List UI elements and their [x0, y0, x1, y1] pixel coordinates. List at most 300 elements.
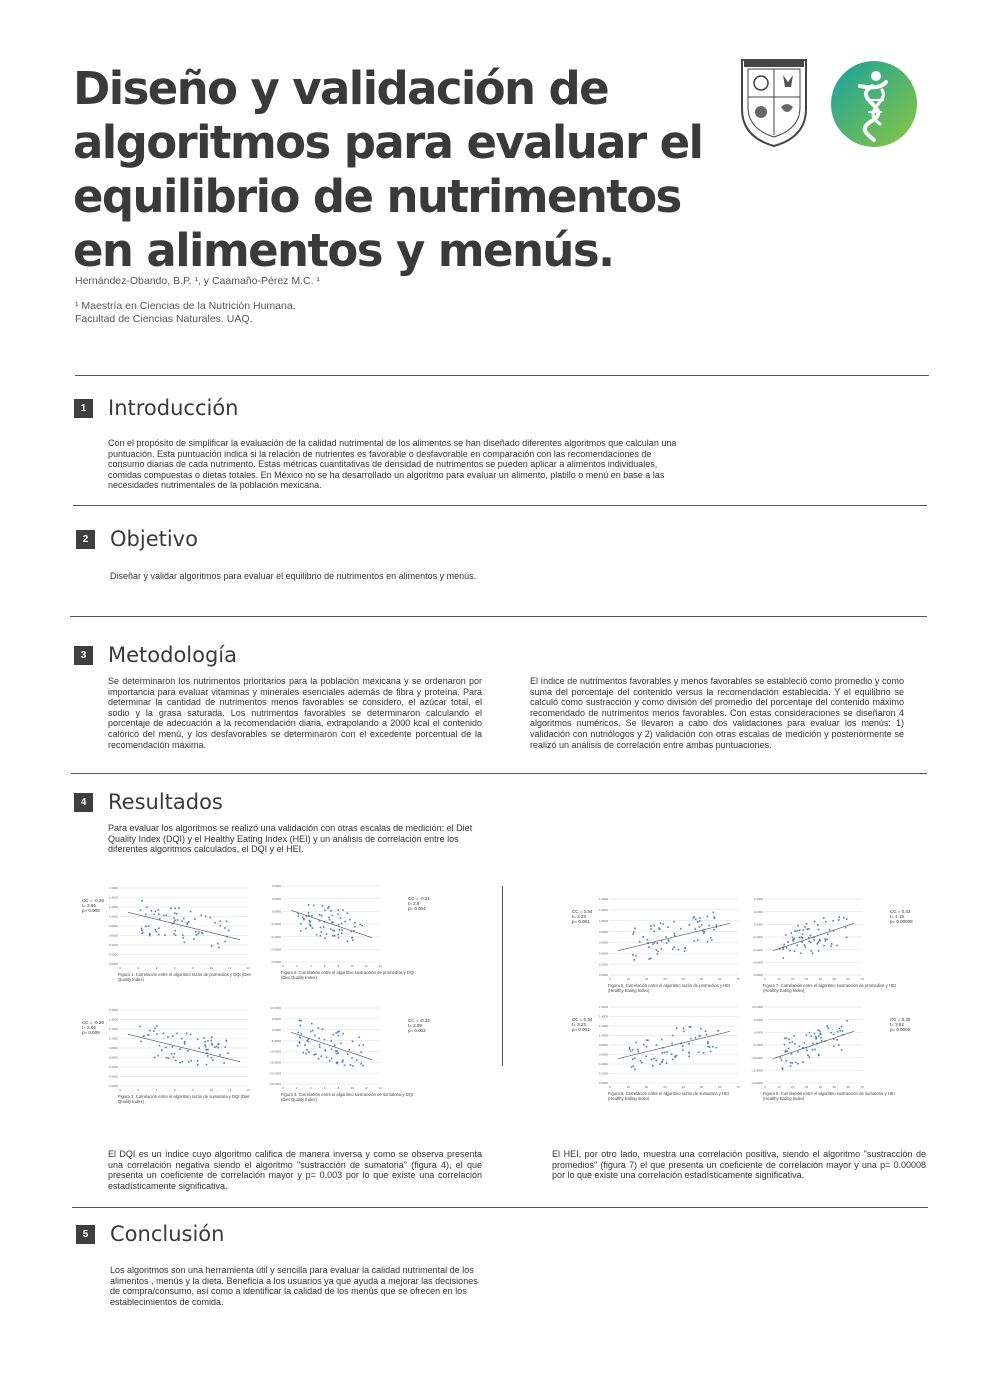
data-point	[632, 933, 634, 935]
data-point	[310, 1031, 312, 1033]
data-point	[842, 1030, 844, 1032]
data-point	[683, 1031, 685, 1033]
section-number: 4	[74, 793, 93, 812]
data-point	[784, 1038, 786, 1040]
data-point	[205, 1046, 207, 1048]
divider	[70, 616, 927, 617]
figure-caption: Figura 5. Correlación entre el algoritmo razón de promedios y HEI	[608, 983, 731, 988]
data-point	[211, 1057, 213, 1059]
data-point	[789, 950, 791, 952]
data-point	[709, 1046, 711, 1048]
data-point	[662, 1052, 664, 1054]
data-point	[712, 1046, 714, 1048]
x-tick-label: 60	[718, 977, 722, 981]
figure-caption: Figura 7. Correlación entre el algoritmo sustracción de promedios y HEI	[763, 983, 896, 988]
data-point	[342, 1033, 344, 1035]
data-point	[666, 1051, 668, 1053]
data-point	[802, 937, 804, 939]
data-point	[305, 928, 307, 930]
x-tick-label: 70	[860, 1085, 864, 1089]
data-point	[330, 910, 332, 912]
data-point	[633, 959, 635, 961]
data-point	[299, 1025, 301, 1027]
data-point	[226, 936, 228, 938]
data-point	[211, 1036, 213, 1038]
trend-line	[773, 1031, 854, 1058]
data-point	[814, 921, 816, 923]
data-point	[797, 1051, 799, 1053]
data-point	[164, 934, 166, 936]
data-point	[337, 934, 339, 936]
data-point	[671, 1053, 673, 1055]
data-point	[153, 1030, 155, 1032]
data-point	[350, 931, 352, 933]
figure-caption: (Healthy Eating Index)	[763, 988, 805, 993]
data-point	[140, 1041, 142, 1043]
data-point	[671, 1043, 673, 1045]
data-point	[141, 933, 143, 935]
data-point	[166, 1057, 168, 1059]
data-point	[662, 1047, 664, 1049]
y-tick-label: 1.2000	[598, 1024, 608, 1029]
data-point	[318, 1058, 320, 1060]
data-point	[194, 918, 196, 920]
data-point	[660, 922, 662, 924]
x-tick-label: 10	[626, 1085, 630, 1089]
data-point	[165, 915, 167, 917]
data-point	[309, 921, 311, 923]
data-point	[833, 930, 835, 932]
data-point	[633, 1065, 635, 1067]
data-point	[333, 930, 335, 932]
data-point	[331, 922, 333, 924]
y-tick-label: 1.4000	[108, 1017, 118, 1022]
data-point	[653, 925, 655, 927]
data-point	[661, 1061, 663, 1063]
y-tick-label: -0.8000	[752, 973, 763, 978]
data-point	[652, 1065, 654, 1067]
data-point	[306, 915, 308, 917]
data-point	[672, 1035, 674, 1037]
data-point	[833, 1045, 835, 1047]
x-tick-label: 8	[192, 966, 194, 970]
figure-caption: (Healthy Eating Index)	[608, 988, 650, 993]
data-point	[782, 948, 784, 950]
data-point	[809, 1056, 811, 1058]
y-tick-label: 0.4000	[753, 897, 763, 902]
data-point	[672, 1059, 674, 1061]
data-point	[353, 930, 355, 932]
data-point	[784, 1044, 786, 1046]
data-point	[308, 1038, 310, 1040]
data-point	[350, 1064, 352, 1066]
data-point	[176, 1033, 178, 1035]
data-point	[833, 1034, 835, 1036]
data-point	[788, 1048, 790, 1050]
data-point	[173, 1056, 175, 1058]
data-point	[211, 1043, 213, 1045]
data-point	[320, 927, 322, 929]
data-point	[796, 945, 798, 947]
data-point	[818, 950, 820, 952]
y-tick-label: -0.6000	[752, 960, 763, 965]
data-point	[659, 928, 661, 930]
correlation-stat: p= 0.001	[572, 919, 590, 924]
y-tick-label: 0.2000	[753, 909, 763, 914]
y-tick-label: -10.0000	[751, 1055, 763, 1060]
data-point	[819, 1033, 821, 1035]
data-point	[797, 1063, 799, 1065]
data-point	[688, 1043, 690, 1045]
data-point	[684, 947, 686, 949]
data-point	[783, 944, 785, 946]
y-tick-label: -10.0000	[269, 1049, 281, 1054]
trend-line	[618, 1031, 730, 1058]
correlation-stat: t= 2.9	[408, 901, 420, 906]
correlation-stat: CC = -0.31	[408, 896, 430, 901]
data-point	[362, 1065, 364, 1067]
y-tick-label: 0.6000	[598, 940, 608, 945]
data-point	[328, 917, 330, 919]
y-tick-label: 0.4000	[598, 951, 608, 956]
data-point	[302, 917, 304, 919]
y-tick-label: 1.4000	[108, 895, 118, 900]
data-point	[203, 1037, 205, 1039]
x-tick-label: 8	[337, 1086, 340, 1090]
data-point	[336, 1062, 338, 1064]
data-point	[826, 939, 828, 941]
data-point	[197, 933, 199, 935]
data-point	[174, 930, 176, 932]
data-point	[342, 1061, 344, 1063]
data-point	[662, 1059, 664, 1061]
data-point	[813, 939, 815, 941]
data-point	[664, 1052, 666, 1054]
x-tick-label: 30	[804, 977, 809, 981]
data-point	[165, 1047, 167, 1049]
data-point	[650, 925, 652, 927]
correlation-stat: CC = 0.34	[572, 1017, 593, 1022]
data-point	[815, 1038, 817, 1040]
data-point	[303, 1052, 305, 1054]
data-point	[188, 921, 190, 923]
data-point	[786, 1050, 788, 1052]
data-point	[652, 943, 654, 945]
data-point	[195, 931, 197, 933]
section-title-results: Resultados	[108, 790, 223, 814]
data-point	[823, 917, 825, 919]
x-tick-label: 60	[718, 1085, 722, 1089]
results-text-left: El DQI es un índice cuyo algoritmo califica de manera inversa y como se observa presenta una correlación negativa siendo el algoritmo "sustracción de sumatoria" (figura 4), el que presenta un coeficiente de correlación mayor y p= 0.003 por lo que existe una correlación estadísticamente significativa.	[108, 1149, 482, 1191]
x-tick-label: 10	[350, 964, 354, 968]
data-point	[697, 921, 699, 923]
y-tick-label: 0.0000	[271, 909, 281, 914]
x-tick-label: 0	[282, 1086, 284, 1090]
data-point	[651, 1059, 653, 1061]
data-point	[806, 923, 808, 925]
data-point	[829, 929, 831, 931]
x-tick-label: 40	[681, 977, 685, 981]
data-point	[214, 922, 216, 924]
data-point	[710, 1051, 712, 1053]
data-point	[218, 1043, 220, 1045]
data-point	[297, 1045, 299, 1047]
correlation-stat: t= 2.99	[408, 1023, 422, 1028]
data-point	[653, 930, 655, 932]
data-point	[699, 920, 701, 922]
data-point	[632, 1049, 634, 1051]
data-point	[217, 943, 219, 945]
data-point	[309, 920, 311, 922]
data-point	[306, 1049, 308, 1051]
data-point	[656, 942, 658, 944]
y-tick-label: -15.0000	[269, 1060, 281, 1065]
data-point	[667, 926, 669, 928]
data-point	[311, 915, 313, 917]
data-point	[815, 1036, 817, 1038]
dna-person-icon	[830, 60, 918, 148]
data-point	[143, 1035, 145, 1037]
data-point	[690, 1026, 692, 1028]
figure-divider	[502, 886, 503, 1066]
data-point	[639, 941, 641, 943]
data-point	[693, 917, 695, 919]
data-point	[688, 1052, 690, 1054]
data-point	[630, 1050, 632, 1052]
data-point	[688, 924, 690, 926]
data-point	[810, 942, 812, 944]
data-point	[182, 1061, 184, 1063]
data-point	[699, 1035, 701, 1037]
data-point	[827, 934, 829, 936]
data-point	[661, 948, 663, 950]
authors: Hernández-Obando, B.P. ¹, y Caamaño-Pérez M.C. ¹	[75, 275, 320, 287]
data-point	[331, 915, 333, 917]
data-point	[804, 944, 806, 946]
y-tick-label: 1.2000	[598, 908, 608, 913]
data-point	[340, 917, 342, 919]
data-point	[149, 933, 151, 935]
y-tick-label: 0.6000	[108, 1055, 118, 1060]
data-point	[812, 1049, 814, 1051]
divider	[71, 773, 927, 774]
data-point	[717, 1030, 719, 1032]
data-point	[683, 1028, 685, 1030]
data-point	[690, 1038, 692, 1040]
data-point	[297, 915, 299, 917]
x-tick-label: 10	[209, 1088, 214, 1092]
data-point	[347, 941, 349, 943]
y-tick-label: 10.0000	[752, 1005, 763, 1010]
data-point	[141, 928, 143, 930]
methods-text-left: Se determinaron los nutrimentos prioritarios para la población mexicana y se ordenaron por importancia para evaluar vitaminas y minerales esenciales además de fibra y proteína. Para determinar la cantidad de nutrimentos menos favorables se considero, el azúcar total, el sodio y la grasa saturada. Los nutrimentos favorables se determinaron calculando el porcentaje de adecuación a la recomendación diaria, extrapolando a 2000 kcal el contenido calórico del menú, y los desfavorables se determinaron con el excedente porcentual de la recomendación máxima.	[108, 676, 482, 750]
y-tick-label: 0.4000	[108, 1065, 118, 1070]
x-tick-label: 70	[736, 977, 740, 981]
y-tick-label: 0.0000	[108, 1084, 118, 1089]
data-point	[695, 1037, 697, 1039]
figure-caption: (Diet Quality Index)	[281, 975, 317, 980]
figure-caption: Figura 1. Correlación entre el algoritmo razón de promedios y DQI (Diet	[118, 972, 251, 977]
data-point	[804, 946, 806, 948]
data-point	[656, 1044, 658, 1046]
data-point	[324, 910, 326, 912]
data-point	[838, 916, 840, 918]
data-point	[184, 1041, 186, 1043]
data-point	[716, 924, 718, 926]
data-point	[161, 1049, 163, 1051]
data-point	[646, 939, 648, 941]
data-point	[149, 1030, 151, 1032]
y-tick-label: 0.8000	[108, 1046, 118, 1051]
data-point	[174, 1053, 176, 1055]
objective-text: Diseñar y validar algoritmos para evaluar el equilibrio de nutrimentos en alimentos y menús.	[110, 571, 477, 581]
x-tick-label: 4	[155, 1088, 158, 1092]
data-point	[804, 926, 806, 928]
data-point	[802, 1047, 804, 1049]
y-tick-label: -5.0000	[270, 1038, 281, 1043]
data-point	[313, 905, 315, 907]
data-point	[673, 946, 675, 948]
correlation-stat: CC = -0.32	[408, 1018, 430, 1023]
data-point	[225, 1040, 227, 1042]
data-point	[818, 1054, 820, 1056]
data-point	[658, 927, 660, 929]
x-tick-label: 60	[846, 977, 850, 981]
data-point	[809, 1032, 811, 1034]
data-point	[782, 946, 784, 948]
data-point	[824, 1040, 826, 1042]
section-number: 3	[74, 646, 93, 665]
data-point	[816, 1043, 818, 1045]
data-point	[634, 928, 636, 930]
data-point	[640, 1060, 642, 1062]
data-point	[342, 1060, 344, 1062]
data-point	[703, 1052, 705, 1054]
data-point	[158, 909, 160, 911]
data-point	[182, 935, 184, 937]
data-point	[799, 1046, 801, 1048]
data-point	[672, 948, 674, 950]
data-point	[141, 900, 143, 902]
data-point	[635, 1042, 637, 1044]
data-point	[300, 923, 302, 925]
data-point	[789, 1042, 791, 1044]
data-point	[656, 1060, 658, 1062]
x-tick-label: 50	[832, 1085, 836, 1089]
x-tick-label: 50	[699, 977, 704, 981]
data-point	[699, 1035, 701, 1037]
data-point	[710, 937, 712, 939]
x-tick-label: 0	[119, 966, 121, 970]
data-point	[159, 918, 161, 920]
data-point	[792, 1062, 794, 1064]
data-point	[183, 918, 185, 920]
data-point	[700, 1028, 702, 1030]
data-point	[329, 919, 331, 921]
x-tick-label: 6	[174, 1088, 176, 1092]
data-point	[300, 930, 302, 932]
data-point	[688, 1056, 690, 1058]
data-point	[149, 933, 151, 935]
data-point	[190, 1034, 192, 1036]
data-point	[187, 1050, 189, 1052]
data-point	[174, 920, 176, 922]
y-tick-label: 0.4000	[271, 884, 281, 889]
data-point	[361, 925, 363, 927]
data-point	[708, 925, 710, 927]
y-tick-label: -5.0000	[752, 1043, 763, 1048]
data-point	[647, 1040, 649, 1042]
x-tick-label: 30	[663, 1085, 667, 1089]
data-point	[334, 1045, 336, 1047]
y-tick-label: 1.0000	[598, 918, 608, 923]
correlation-stat: CC = 0.42	[890, 909, 911, 914]
data-point	[837, 1031, 839, 1033]
data-point	[790, 1062, 792, 1064]
data-point	[674, 1057, 676, 1059]
data-point	[814, 1049, 816, 1051]
data-point	[790, 1065, 792, 1067]
data-point	[149, 935, 151, 937]
data-point	[320, 935, 322, 937]
data-point	[181, 920, 183, 922]
y-tick-label: -20.0000	[751, 1081, 763, 1086]
x-tick-label: 2	[296, 964, 298, 968]
data-point	[197, 1060, 199, 1062]
data-point	[204, 1044, 206, 1046]
data-point	[332, 930, 334, 932]
data-point	[707, 941, 709, 943]
data-point	[153, 914, 155, 916]
x-tick-label: 10	[209, 966, 214, 970]
data-point	[197, 1064, 199, 1066]
y-tick-label: 0.0000	[598, 973, 608, 978]
data-point	[842, 1034, 844, 1036]
correlation-stat: t= 3.23	[572, 1022, 586, 1027]
data-point	[656, 949, 658, 951]
x-tick-label: 20	[791, 977, 795, 981]
data-point	[846, 918, 848, 920]
x-tick-label: 4	[309, 1086, 312, 1090]
x-tick-label: 8	[337, 964, 340, 968]
y-tick-label: 0.4000	[598, 1062, 608, 1067]
data-point	[799, 937, 801, 939]
data-point	[786, 947, 788, 949]
data-point	[209, 917, 211, 919]
y-tick-label: 0.4000	[108, 943, 118, 948]
x-tick-label: 6	[323, 964, 326, 968]
section-number: 2	[76, 530, 95, 549]
data-point	[352, 940, 354, 942]
data-point	[714, 917, 716, 919]
data-point	[676, 1055, 678, 1057]
data-point	[198, 931, 200, 933]
y-tick-label: 1.0000	[108, 1036, 118, 1041]
data-point	[662, 923, 664, 925]
section-number: 5	[76, 1225, 95, 1244]
x-tick-label: 14	[378, 964, 382, 968]
data-point	[807, 1054, 809, 1056]
data-point	[167, 1036, 169, 1038]
data-point	[699, 926, 701, 928]
x-tick-label: 40	[818, 1085, 823, 1089]
data-point	[217, 1044, 219, 1046]
data-point	[641, 1062, 643, 1064]
data-point	[197, 1039, 199, 1041]
data-point	[351, 937, 353, 939]
data-point	[674, 1055, 676, 1057]
data-point	[226, 921, 228, 923]
